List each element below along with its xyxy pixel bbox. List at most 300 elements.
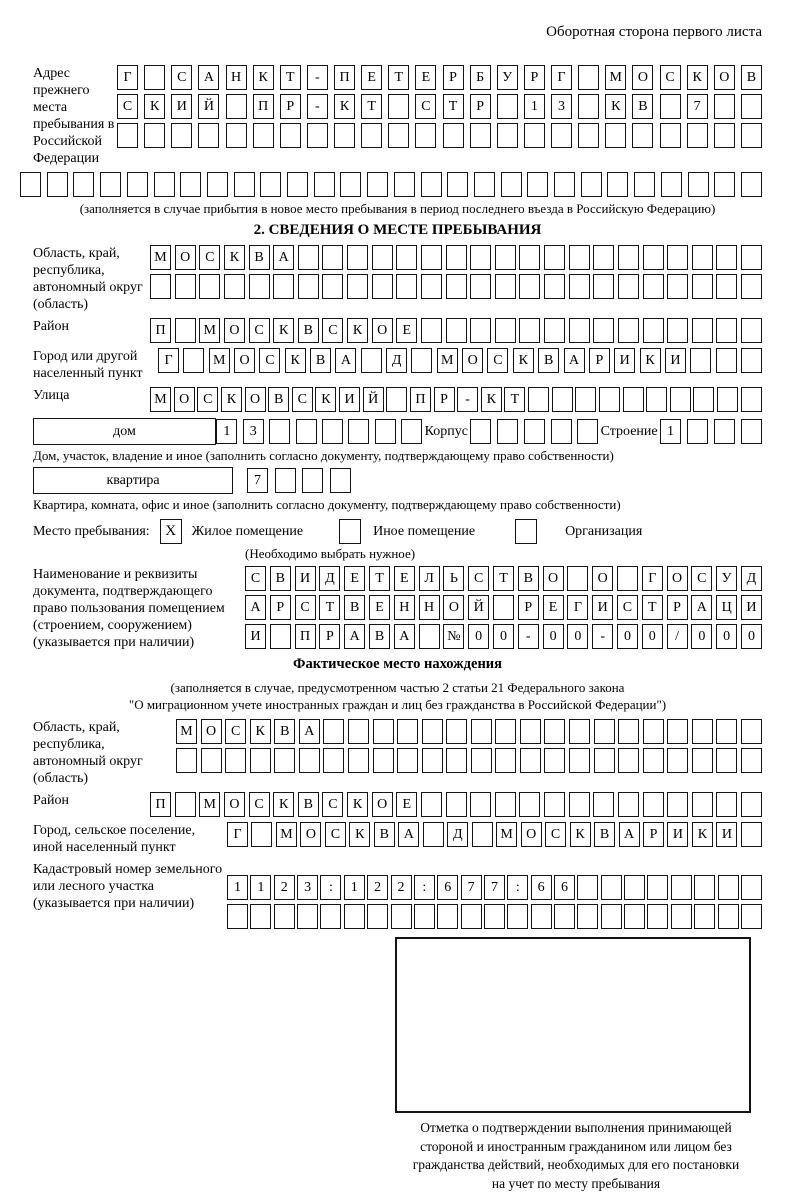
char-cell[interactable]: [661, 172, 682, 197]
char-cell[interactable]: [643, 274, 664, 299]
char-cell[interactable]: [297, 904, 318, 929]
char-cell[interactable]: [741, 748, 762, 773]
char-cell[interactable]: -: [307, 94, 328, 119]
char-cell[interactable]: И: [741, 595, 762, 620]
char-cell[interactable]: [569, 274, 590, 299]
gorod-row[interactable]: [158, 348, 762, 373]
fact-oblast-row-2[interactable]: [176, 748, 762, 773]
char-cell[interactable]: К: [692, 822, 713, 847]
kadastr-row-1[interactable]: [227, 875, 762, 900]
char-cell[interactable]: [667, 748, 688, 773]
char-cell[interactable]: [632, 123, 653, 148]
char-cell[interactable]: Г: [642, 566, 663, 591]
prev-address-row-3[interactable]: [117, 123, 762, 148]
char-cell[interactable]: [171, 123, 192, 148]
char-cell[interactable]: [176, 748, 197, 773]
fact-oblast-row-1[interactable]: [176, 719, 762, 744]
char-cell[interactable]: [618, 245, 639, 270]
char-cell[interactable]: В: [538, 348, 559, 373]
char-cell[interactable]: [484, 904, 505, 929]
char-cell[interactable]: М: [199, 792, 220, 817]
char-cell[interactable]: [741, 904, 762, 929]
char-cell[interactable]: [394, 172, 415, 197]
char-cell[interactable]: Г: [158, 348, 179, 373]
oblast-row-2[interactable]: [150, 274, 762, 299]
char-cell[interactable]: [224, 274, 245, 299]
char-cell[interactable]: [741, 822, 762, 847]
char-cell[interactable]: Р: [524, 65, 545, 90]
char-cell[interactable]: [470, 318, 491, 343]
char-cell[interactable]: [577, 875, 598, 900]
house-number-cells[interactable]: [216, 419, 422, 444]
char-cell[interactable]: 0: [543, 624, 564, 649]
char-cell[interactable]: К: [347, 318, 368, 343]
char-cell[interactable]: 0: [617, 624, 638, 649]
char-cell[interactable]: [687, 419, 708, 444]
char-cell[interactable]: М: [176, 719, 197, 744]
char-cell[interactable]: Е: [415, 65, 436, 90]
char-cell[interactable]: [296, 419, 317, 444]
char-cell[interactable]: [446, 318, 467, 343]
char-cell[interactable]: [100, 172, 121, 197]
char-cell[interactable]: О: [443, 595, 464, 620]
char-cell[interactable]: Д: [741, 566, 762, 591]
char-cell[interactable]: [671, 875, 692, 900]
char-cell[interactable]: [617, 566, 638, 591]
char-cell[interactable]: [461, 904, 482, 929]
char-cell[interactable]: К: [273, 318, 294, 343]
char-cell[interactable]: И: [171, 94, 192, 119]
char-cell[interactable]: [347, 245, 368, 270]
char-cell[interactable]: [421, 318, 442, 343]
char-cell[interactable]: [716, 318, 737, 343]
char-cell[interactable]: [373, 719, 394, 744]
char-cell[interactable]: [470, 792, 491, 817]
char-cell[interactable]: [495, 748, 516, 773]
char-cell[interactable]: [443, 123, 464, 148]
char-cell[interactable]: [495, 792, 516, 817]
char-cell[interactable]: М: [437, 348, 458, 373]
char-cell[interactable]: Г: [551, 65, 572, 90]
char-cell[interactable]: [495, 274, 516, 299]
char-cell[interactable]: К: [221, 387, 242, 412]
char-cell[interactable]: [226, 123, 247, 148]
char-cell[interactable]: [643, 318, 664, 343]
char-cell[interactable]: В: [274, 719, 295, 744]
char-cell[interactable]: [519, 274, 540, 299]
char-cell[interactable]: [183, 348, 204, 373]
char-cell[interactable]: 1: [227, 875, 248, 900]
char-cell[interactable]: 6: [437, 875, 458, 900]
char-cell[interactable]: К: [253, 65, 274, 90]
char-cell[interactable]: К: [224, 245, 245, 270]
char-cell[interactable]: Р: [667, 595, 688, 620]
char-cell[interactable]: [287, 172, 308, 197]
char-cell[interactable]: Б: [470, 65, 491, 90]
char-cell[interactable]: [446, 748, 467, 773]
char-cell[interactable]: [322, 419, 343, 444]
char-cell[interactable]: [127, 172, 148, 197]
char-cell[interactable]: [577, 904, 598, 929]
char-cell[interactable]: А: [299, 719, 320, 744]
char-cell[interactable]: [716, 348, 737, 373]
char-cell[interactable]: [714, 123, 735, 148]
char-cell[interactable]: [716, 792, 737, 817]
char-cell[interactable]: [567, 566, 588, 591]
char-cell[interactable]: А: [619, 822, 640, 847]
char-cell[interactable]: [493, 595, 514, 620]
char-cell[interactable]: [372, 245, 393, 270]
char-cell[interactable]: [314, 172, 335, 197]
char-cell[interactable]: [253, 123, 274, 148]
char-cell[interactable]: [660, 94, 681, 119]
char-cell[interactable]: [298, 274, 319, 299]
char-cell[interactable]: [274, 904, 295, 929]
char-cell[interactable]: [643, 719, 664, 744]
char-cell[interactable]: [180, 172, 201, 197]
char-cell[interactable]: :: [320, 875, 341, 900]
char-cell[interactable]: О: [174, 387, 195, 412]
char-cell[interactable]: 3: [551, 94, 572, 119]
char-cell[interactable]: [175, 792, 196, 817]
char-cell[interactable]: №: [443, 624, 464, 649]
char-cell[interactable]: -: [592, 624, 613, 649]
char-cell[interactable]: [647, 904, 668, 929]
char-cell[interactable]: [234, 172, 255, 197]
char-cell[interactable]: [741, 875, 762, 900]
char-cell[interactable]: Д: [386, 348, 407, 373]
char-cell[interactable]: [544, 318, 565, 343]
checkbox-inoe[interactable]: [339, 519, 361, 544]
char-cell[interactable]: [250, 904, 271, 929]
char-cell[interactable]: [520, 748, 541, 773]
char-cell[interactable]: О: [224, 318, 245, 343]
char-cell[interactable]: [207, 172, 228, 197]
char-cell[interactable]: [446, 274, 467, 299]
char-cell[interactable]: [273, 274, 294, 299]
char-cell[interactable]: П: [150, 792, 171, 817]
char-cell[interactable]: :: [414, 875, 435, 900]
char-cell[interactable]: [670, 387, 691, 412]
char-cell[interactable]: [544, 274, 565, 299]
char-cell[interactable]: [391, 904, 412, 929]
char-cell[interactable]: [446, 719, 467, 744]
char-cell[interactable]: [524, 419, 545, 444]
char-cell[interactable]: [260, 172, 281, 197]
char-cell[interactable]: [144, 65, 165, 90]
char-cell[interactable]: 1: [524, 94, 545, 119]
char-cell[interactable]: [544, 792, 565, 817]
char-cell[interactable]: [497, 123, 518, 148]
char-cell[interactable]: [694, 875, 715, 900]
char-cell[interactable]: [154, 172, 175, 197]
char-cell[interactable]: [569, 748, 590, 773]
char-cell[interactable]: А: [198, 65, 219, 90]
char-cell[interactable]: К: [513, 348, 534, 373]
char-cell[interactable]: Р: [319, 624, 340, 649]
char-cell[interactable]: Е: [396, 318, 417, 343]
char-cell[interactable]: [667, 245, 688, 270]
char-cell[interactable]: [47, 172, 68, 197]
char-cell[interactable]: [144, 123, 165, 148]
char-cell[interactable]: 3: [243, 419, 264, 444]
char-cell[interactable]: [593, 245, 614, 270]
char-cell[interactable]: 1: [660, 419, 681, 444]
char-cell[interactable]: И: [295, 566, 316, 591]
char-cell[interactable]: И: [716, 822, 737, 847]
char-cell[interactable]: [692, 719, 713, 744]
char-cell[interactable]: С: [171, 65, 192, 90]
char-cell[interactable]: [397, 719, 418, 744]
char-cell[interactable]: Д: [319, 566, 340, 591]
char-cell[interactable]: С: [199, 245, 220, 270]
char-cell[interactable]: Й: [198, 94, 219, 119]
char-cell[interactable]: [330, 468, 351, 493]
checkbox-zhiloe[interactable]: X: [160, 519, 182, 544]
char-cell[interactable]: [714, 94, 735, 119]
char-cell[interactable]: О: [201, 719, 222, 744]
char-cell[interactable]: М: [496, 822, 517, 847]
prev-address-row-4[interactable]: [20, 172, 762, 197]
char-cell[interactable]: [578, 65, 599, 90]
char-cell[interactable]: Н: [419, 595, 440, 620]
char-cell[interactable]: [692, 792, 713, 817]
char-cell[interactable]: О: [224, 792, 245, 817]
char-cell[interactable]: [422, 719, 443, 744]
fact-rayon-row[interactable]: [150, 792, 762, 817]
char-cell[interactable]: А: [273, 245, 294, 270]
char-cell[interactable]: [741, 419, 762, 444]
char-cell[interactable]: К: [640, 348, 661, 373]
char-cell[interactable]: [117, 123, 138, 148]
char-cell[interactable]: [716, 719, 737, 744]
char-cell[interactable]: С: [322, 318, 343, 343]
char-cell[interactable]: [528, 387, 549, 412]
char-cell[interactable]: [396, 245, 417, 270]
char-cell[interactable]: [667, 318, 688, 343]
char-cell[interactable]: [397, 748, 418, 773]
char-cell[interactable]: /: [667, 624, 688, 649]
char-cell[interactable]: С: [197, 387, 218, 412]
char-cell[interactable]: [348, 419, 369, 444]
char-cell[interactable]: [344, 904, 365, 929]
char-cell[interactable]: Е: [543, 595, 564, 620]
char-cell[interactable]: К: [250, 719, 271, 744]
char-cell[interactable]: [601, 904, 622, 929]
char-cell[interactable]: М: [276, 822, 297, 847]
char-cell[interactable]: [527, 172, 548, 197]
char-cell[interactable]: [741, 387, 762, 412]
char-cell[interactable]: [175, 318, 196, 343]
char-cell[interactable]: Р: [470, 94, 491, 119]
char-cell[interactable]: [554, 172, 575, 197]
char-cell[interactable]: Т: [369, 566, 390, 591]
char-cell[interactable]: [150, 274, 171, 299]
char-cell[interactable]: Й: [468, 595, 489, 620]
char-cell[interactable]: К: [315, 387, 336, 412]
char-cell[interactable]: С: [295, 595, 316, 620]
char-cell[interactable]: [671, 904, 692, 929]
char-cell[interactable]: [471, 748, 492, 773]
char-cell[interactable]: Л: [419, 566, 440, 591]
char-cell[interactable]: [373, 748, 394, 773]
char-cell[interactable]: [302, 468, 323, 493]
char-cell[interactable]: [599, 387, 620, 412]
char-cell[interactable]: 6: [531, 875, 552, 900]
char-cell[interactable]: Е: [344, 566, 365, 591]
char-cell[interactable]: С: [245, 566, 266, 591]
char-cell[interactable]: [446, 245, 467, 270]
char-cell[interactable]: [531, 904, 552, 929]
char-cell[interactable]: [495, 245, 516, 270]
char-cell[interactable]: [741, 318, 762, 343]
char-cell[interactable]: Ь: [443, 566, 464, 591]
char-cell[interactable]: [551, 419, 572, 444]
char-cell[interactable]: [361, 348, 382, 373]
char-cell[interactable]: [618, 274, 639, 299]
char-cell[interactable]: О: [592, 566, 613, 591]
char-cell[interactable]: О: [372, 792, 393, 817]
char-cell[interactable]: 0: [567, 624, 588, 649]
char-cell[interactable]: [447, 172, 468, 197]
char-cell[interactable]: К: [687, 65, 708, 90]
char-cell[interactable]: [497, 419, 518, 444]
char-cell[interactable]: [717, 387, 738, 412]
char-cell[interactable]: Е: [369, 595, 390, 620]
char-cell[interactable]: [73, 172, 94, 197]
char-cell[interactable]: С: [322, 792, 343, 817]
char-cell[interactable]: С: [487, 348, 508, 373]
char-cell[interactable]: [497, 94, 518, 119]
char-cell[interactable]: [741, 274, 762, 299]
char-cell[interactable]: [552, 387, 573, 412]
char-cell[interactable]: Н: [394, 595, 415, 620]
char-cell[interactable]: О: [245, 387, 266, 412]
char-cell[interactable]: С: [225, 719, 246, 744]
char-cell[interactable]: [388, 123, 409, 148]
char-cell[interactable]: С: [545, 822, 566, 847]
char-cell[interactable]: [507, 904, 528, 929]
char-cell[interactable]: [227, 904, 248, 929]
char-cell[interactable]: П: [334, 65, 355, 90]
char-cell[interactable]: А: [398, 822, 419, 847]
char-cell[interactable]: А: [564, 348, 585, 373]
char-cell[interactable]: [714, 419, 735, 444]
char-cell[interactable]: [551, 123, 572, 148]
char-cell[interactable]: [623, 387, 644, 412]
char-cell[interactable]: С: [468, 566, 489, 591]
char-cell[interactable]: М: [150, 245, 171, 270]
char-cell[interactable]: А: [245, 595, 266, 620]
char-cell[interactable]: [298, 245, 319, 270]
char-cell[interactable]: [601, 875, 622, 900]
char-cell[interactable]: [618, 748, 639, 773]
char-cell[interactable]: К: [570, 822, 591, 847]
char-cell[interactable]: [618, 792, 639, 817]
char-cell[interactable]: [716, 274, 737, 299]
char-cell[interactable]: [375, 419, 396, 444]
document-row-2[interactable]: [245, 595, 762, 620]
char-cell[interactable]: [322, 245, 343, 270]
char-cell[interactable]: 0: [493, 624, 514, 649]
char-cell[interactable]: К: [347, 792, 368, 817]
char-cell[interactable]: К: [273, 792, 294, 817]
char-cell[interactable]: [396, 274, 417, 299]
char-cell[interactable]: [175, 274, 196, 299]
char-cell[interactable]: Й: [363, 387, 384, 412]
char-cell[interactable]: [693, 387, 714, 412]
char-cell[interactable]: [741, 94, 762, 119]
char-cell[interactable]: [667, 719, 688, 744]
char-cell[interactable]: [524, 123, 545, 148]
char-cell[interactable]: [422, 748, 443, 773]
char-cell[interactable]: И: [614, 348, 635, 373]
char-cell[interactable]: [347, 274, 368, 299]
char-cell[interactable]: [275, 468, 296, 493]
char-cell[interactable]: Г: [227, 822, 248, 847]
char-cell[interactable]: [569, 318, 590, 343]
char-cell[interactable]: О: [714, 65, 735, 90]
char-cell[interactable]: [367, 904, 388, 929]
char-cell[interactable]: [322, 274, 343, 299]
char-cell[interactable]: П: [150, 318, 171, 343]
char-cell[interactable]: [519, 245, 540, 270]
char-cell[interactable]: [690, 348, 711, 373]
char-cell[interactable]: С: [660, 65, 681, 90]
char-cell[interactable]: О: [234, 348, 255, 373]
char-cell[interactable]: [470, 419, 491, 444]
char-cell[interactable]: [618, 719, 639, 744]
char-cell[interactable]: [495, 318, 516, 343]
char-cell[interactable]: С: [249, 792, 270, 817]
char-cell[interactable]: П: [295, 624, 316, 649]
char-cell[interactable]: И: [667, 822, 688, 847]
char-cell[interactable]: У: [497, 65, 518, 90]
char-cell[interactable]: [348, 748, 369, 773]
char-cell[interactable]: [624, 904, 645, 929]
char-cell[interactable]: Н: [226, 65, 247, 90]
char-cell[interactable]: Т: [280, 65, 301, 90]
char-cell[interactable]: 1: [344, 875, 365, 900]
char-cell[interactable]: [251, 822, 272, 847]
korpus-cells[interactable]: [470, 419, 598, 444]
char-cell[interactable]: О: [300, 822, 321, 847]
char-cell[interactable]: [594, 719, 615, 744]
char-cell[interactable]: [593, 318, 614, 343]
char-cell[interactable]: Т: [642, 595, 663, 620]
char-cell[interactable]: [605, 123, 626, 148]
char-cell[interactable]: К: [144, 94, 165, 119]
char-cell[interactable]: [20, 172, 41, 197]
char-cell[interactable]: П: [410, 387, 431, 412]
char-cell[interactable]: 0: [468, 624, 489, 649]
char-cell[interactable]: [520, 719, 541, 744]
char-cell[interactable]: Т: [361, 94, 382, 119]
char-cell[interactable]: [581, 172, 602, 197]
char-cell[interactable]: [388, 94, 409, 119]
char-cell[interactable]: [607, 172, 628, 197]
char-cell[interactable]: О: [521, 822, 542, 847]
char-cell[interactable]: [741, 719, 762, 744]
char-cell[interactable]: Г: [567, 595, 588, 620]
char-cell[interactable]: [280, 123, 301, 148]
char-cell[interactable]: [270, 624, 291, 649]
char-cell[interactable]: К: [349, 822, 370, 847]
char-cell[interactable]: [714, 172, 735, 197]
char-cell[interactable]: Е: [394, 566, 415, 591]
prev-address-row-1[interactable]: [117, 65, 762, 90]
char-cell[interactable]: [569, 792, 590, 817]
